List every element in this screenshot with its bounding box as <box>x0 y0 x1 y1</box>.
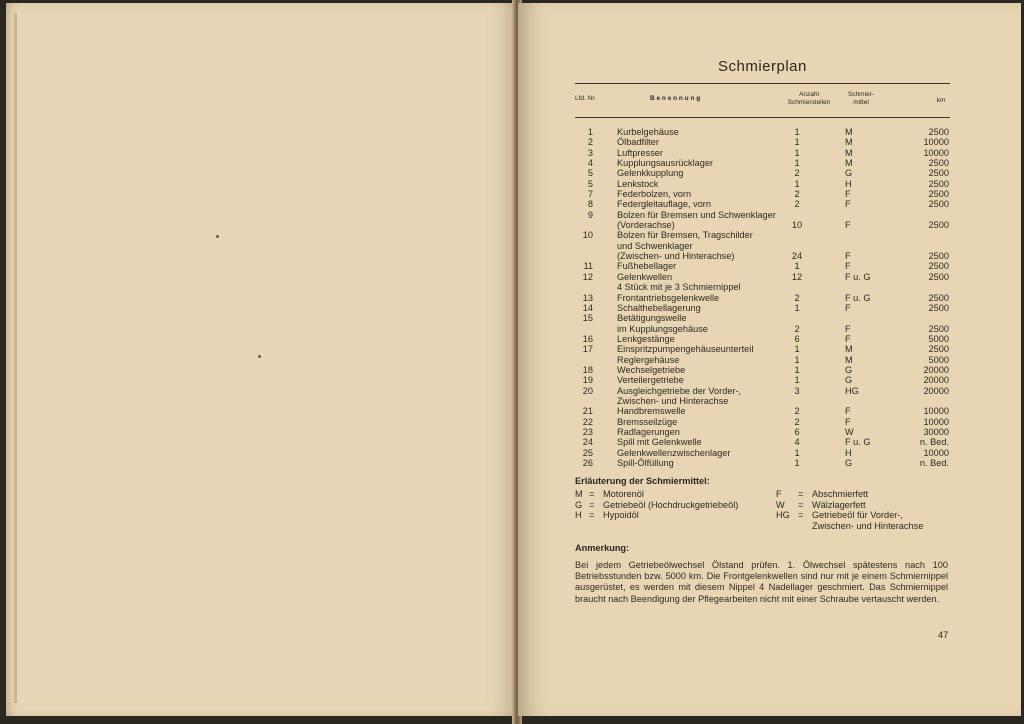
table-row <box>575 303 955 313</box>
row-designation: Handbremswelle <box>617 406 686 417</box>
row-lubricant: M <box>845 147 853 158</box>
row-interval-km: 2500 <box>928 344 949 355</box>
row-number: 7 <box>587 189 593 200</box>
row-lubricant: F u. G <box>845 271 871 282</box>
row-interval-km: 2500 <box>928 189 949 200</box>
table-row <box>575 334 955 344</box>
row-number: 21 <box>582 406 593 417</box>
row-lubricant: F <box>845 220 851 231</box>
row-lube-points: 24 <box>791 251 803 262</box>
row-designation: Kurbelgehäuse <box>617 127 679 137</box>
row-interval-km: 2500 <box>928 271 949 282</box>
row-interval-km: 2500 <box>928 220 949 231</box>
table-row <box>575 458 955 468</box>
table-row <box>575 241 955 251</box>
row-lube-points: 2 <box>794 406 800 417</box>
row-interval-km: 2500 <box>928 178 949 189</box>
row-lube-points: 3 <box>794 385 800 396</box>
table-row <box>575 375 955 385</box>
legend-text: Zwischen- und Hinterachse <box>812 520 924 531</box>
row-designation: (Vorderachse) <box>617 220 675 231</box>
legend-text: Motorenöl <box>603 489 644 499</box>
row-lubricant: G <box>845 375 853 386</box>
row-number: 2 <box>587 137 593 148</box>
row-lubricant: H <box>845 447 852 458</box>
row-number: 25 <box>582 447 593 458</box>
note-title: Anmerkung: <box>575 543 630 553</box>
row-designation: Wechselgetriebe <box>617 364 686 375</box>
page-edge-line <box>14 13 17 703</box>
row-lubricant: G <box>845 168 853 179</box>
row-lubricant: F <box>845 261 851 272</box>
row-number: 18 <box>582 364 593 375</box>
row-interval-km: 2500 <box>928 261 949 272</box>
row-lube-points: 1 <box>794 302 800 313</box>
row-designation: Lenkstock <box>617 178 659 189</box>
row-lubricant: F u. G <box>845 292 871 303</box>
legend-code: HG <box>776 510 790 521</box>
row-lube-points: 2 <box>794 189 800 200</box>
row-lube-points: 1 <box>794 364 800 375</box>
row-number: 12 <box>582 271 593 282</box>
row-lube-points: 1 <box>794 178 800 189</box>
table-row <box>575 127 955 137</box>
row-lubricant: M <box>845 344 853 355</box>
row-interval-km: 10000 <box>923 137 949 148</box>
table-row <box>575 189 955 199</box>
row-designation: Federgleitauflage, vorn <box>617 199 711 210</box>
table-row <box>575 137 955 147</box>
row-lubricant: F <box>845 251 851 262</box>
legend-text: Getriebeöl (Hochdruckgetriebeöl) <box>603 499 739 510</box>
paper-speck <box>258 355 261 358</box>
row-interval-km: 30000 <box>923 426 949 437</box>
row-designation: 4 Stück mit je 3 Schmiernippel <box>617 282 741 293</box>
row-lubricant: F <box>845 323 851 334</box>
legend-code: F <box>776 489 782 499</box>
row-designation: Fußhebellager <box>617 261 677 272</box>
row-interval-km: n. Bed. <box>919 437 949 448</box>
legend-text: Wälzlagerfett <box>812 499 866 510</box>
row-number: 26 <box>582 458 593 468</box>
row-number: 3 <box>587 147 593 158</box>
row-lube-points: 1 <box>794 344 800 355</box>
row-number: 5 <box>587 168 593 179</box>
note-text: Bei jedem Getriebeölwechsel Ölstand prüfen. 1. Ölwechsel spätestens nach 100 Betriebsstunden bzw. 5000 km. Die Frontgelenkwellen sind nur mit je einem Schmiernippel ausgerüstet, es werden mit diesem Nippel 4 Nadellager geschmiert. Das Schmiernippel braucht nach Beendigung der Pflegearbeiten nicht mit einer Schraube vertauscht werden. <box>575 560 948 604</box>
legend-title: Erläuterung der Schmiermittel: <box>575 476 710 486</box>
row-interval-km: 10000 <box>923 406 949 417</box>
table-row <box>575 179 955 189</box>
row-designation: Bolzen für Bremsen und Schwenklager <box>617 209 776 220</box>
row-designation: Radlagerungen <box>617 426 680 437</box>
legend-code: H <box>575 510 582 521</box>
row-designation: Spill mit Gelenkwelle <box>617 437 702 448</box>
page-title: Schmierplan <box>718 58 807 75</box>
row-lube-points: 1 <box>794 127 800 137</box>
row-designation: (Zwischen- und Hinterachse) <box>617 251 735 262</box>
row-interval-km: 20000 <box>923 364 949 375</box>
table-row <box>575 282 955 292</box>
header-nr: Lfd. Nr. <box>575 95 596 102</box>
row-lubricant: G <box>845 458 853 468</box>
legend-equals: = <box>589 489 595 499</box>
table-row <box>575 293 955 303</box>
row-lubricant: G <box>845 364 853 375</box>
paper-speck <box>216 235 219 238</box>
legend-text: Abschmierfett <box>812 489 869 499</box>
table-row <box>575 406 955 416</box>
row-number: 23 <box>582 426 593 437</box>
legend-equals: = <box>798 499 804 510</box>
row-designation: Reglergehäuse <box>617 354 680 365</box>
legend-equals: = <box>589 510 595 521</box>
row-interval-km: 5000 <box>928 333 949 344</box>
legend-code: G <box>575 499 583 510</box>
legend-equals: = <box>589 499 595 510</box>
legend-code: M <box>575 489 583 499</box>
table-top-rule <box>575 83 950 84</box>
row-lubricant: F <box>845 302 851 313</box>
table-row <box>575 251 955 261</box>
header-lubricant: Schmier- mittel <box>847 91 874 106</box>
table-row <box>575 148 955 158</box>
row-designation: Ausgleichgetriebe der Vorder-, <box>617 385 742 396</box>
row-lube-points: 6 <box>794 333 800 344</box>
row-lubricant: M <box>845 158 853 169</box>
row-interval-km: n. Bed. <box>919 458 949 468</box>
row-designation: Einspritzpumpengehäuseunterteil <box>617 344 754 355</box>
row-interval-km: 2500 <box>928 168 949 179</box>
row-lubricant: HG <box>845 385 859 396</box>
row-number: 15 <box>582 313 593 324</box>
row-lubricant: F <box>845 406 851 417</box>
table-row <box>575 417 955 427</box>
row-lubricant: M <box>845 354 853 365</box>
row-number: 17 <box>582 344 593 355</box>
row-lube-points: 1 <box>794 158 800 169</box>
row-designation: Kupplungsausrücklager <box>617 158 714 169</box>
row-interval-km: 20000 <box>923 385 949 396</box>
table-row <box>575 355 955 365</box>
row-number: 9 <box>587 209 593 220</box>
row-number: 14 <box>582 302 593 313</box>
row-designation: Lenkgestänge <box>617 333 675 344</box>
row-designation: Frontantriebsgelenkwelle <box>617 292 720 303</box>
row-number: 4 <box>587 158 593 169</box>
row-number: 10 <box>582 230 593 241</box>
table-row <box>575 313 955 323</box>
row-designation: Gelenkkupplung <box>617 168 684 179</box>
row-lubricant: H <box>845 178 852 189</box>
row-designation: Gelenkwellen <box>617 271 673 282</box>
row-designation: Luftpresser <box>617 147 663 158</box>
row-lube-points: 2 <box>794 199 800 210</box>
row-lube-points: 2 <box>794 323 800 334</box>
row-interval-km: 2500 <box>928 127 949 137</box>
row-designation: im Kupplungsgehäuse <box>617 323 708 334</box>
row-lubricant: F <box>845 189 851 200</box>
row-lubricant: F <box>845 333 851 344</box>
lubrication-table <box>575 127 955 468</box>
table-row <box>575 199 955 209</box>
row-lube-points: 10 <box>791 220 803 231</box>
row-interval-km: 10000 <box>923 147 949 158</box>
table-row <box>575 272 955 282</box>
row-designation: Zwischen- und Hinterachse <box>617 395 729 406</box>
row-number: 13 <box>582 292 593 303</box>
row-lube-points: 1 <box>794 261 800 272</box>
row-lubricant: F <box>845 416 851 427</box>
row-lube-points: 6 <box>794 426 800 437</box>
table-row <box>575 168 955 178</box>
row-lube-points: 2 <box>794 168 800 179</box>
row-lube-points: 1 <box>794 137 800 148</box>
table-row <box>575 344 955 354</box>
row-lube-points: 1 <box>794 447 800 458</box>
legend-equals: = <box>798 510 804 521</box>
row-designation: Betätigungswelle <box>617 313 687 324</box>
table-row <box>575 365 955 375</box>
row-lubricant: W <box>845 426 854 437</box>
legend-text: Getriebeöl für Vorder-, <box>812 510 903 521</box>
row-interval-km: 2500 <box>928 199 949 210</box>
row-lubricant: F <box>845 199 851 210</box>
row-interval-km: 2500 <box>928 302 949 313</box>
row-designation: Bremsseilzüge <box>617 416 678 427</box>
row-interval-km: 10000 <box>923 416 949 427</box>
legend-text: Hypoidöl <box>603 510 639 521</box>
row-designation: Verteilergetriebe <box>617 375 684 386</box>
table-row <box>575 396 955 406</box>
header-count: Anzahl Schmierstellen <box>787 91 831 106</box>
row-lube-points: 4 <box>794 437 800 448</box>
row-lube-points: 2 <box>794 292 800 303</box>
row-number: 1 <box>587 127 593 137</box>
row-designation: und Schwenklager <box>617 240 693 251</box>
row-designation: Schalthebellagerung <box>617 302 701 313</box>
row-lube-points: 1 <box>794 375 800 386</box>
row-number: 20 <box>582 385 593 396</box>
row-interval-km: 5000 <box>928 354 949 365</box>
row-interval-km: 2500 <box>928 323 949 334</box>
row-lube-points: 12 <box>791 271 803 282</box>
table-row <box>575 158 955 168</box>
table-row <box>575 324 955 334</box>
legend-code: W <box>776 499 785 510</box>
table-header-rule <box>575 117 950 118</box>
row-number: 8 <box>587 199 593 210</box>
row-interval-km: 10000 <box>923 447 949 458</box>
row-lubricant: M <box>845 127 853 137</box>
row-interval-km: 20000 <box>923 375 949 386</box>
row-designation: Gelenkwellenzwischenlager <box>617 447 731 458</box>
table-row <box>575 230 955 240</box>
row-designation: Spill-Ölfüllung <box>617 458 674 468</box>
table-row <box>575 210 955 220</box>
row-interval-km: 2500 <box>928 251 949 262</box>
row-number: 19 <box>582 375 593 386</box>
header-km: km <box>936 97 946 104</box>
page-number: 47 <box>938 630 949 640</box>
table-row <box>575 261 955 271</box>
row-lube-points: 1 <box>794 458 800 468</box>
row-lubricant: F u. G <box>845 437 871 448</box>
left-page-blank <box>6 3 516 716</box>
legend-equals: = <box>798 489 804 499</box>
row-interval-km: 2500 <box>928 292 949 303</box>
table-row <box>575 386 955 396</box>
row-number: 24 <box>582 437 593 448</box>
row-number: 16 <box>582 333 593 344</box>
row-number: 5 <box>587 178 593 189</box>
row-designation: Federbolzen, vorn <box>617 189 692 200</box>
row-lube-points: 2 <box>794 416 800 427</box>
table-row <box>575 427 955 437</box>
row-designation: Ölbadfilter <box>617 137 659 148</box>
row-designation: Bolzen für Bremsen, Tragschilder <box>617 230 753 241</box>
table-row <box>575 448 955 458</box>
row-lube-points: 1 <box>794 147 800 158</box>
row-number: 22 <box>582 416 593 427</box>
table-row <box>575 220 955 230</box>
row-number: 11 <box>583 261 593 272</box>
row-interval-km: 2500 <box>928 158 949 169</box>
header-name: B e n e n n u n g <box>650 95 701 102</box>
table-row <box>575 437 955 447</box>
row-lubricant: M <box>845 137 853 148</box>
row-lube-points: 1 <box>794 354 800 365</box>
